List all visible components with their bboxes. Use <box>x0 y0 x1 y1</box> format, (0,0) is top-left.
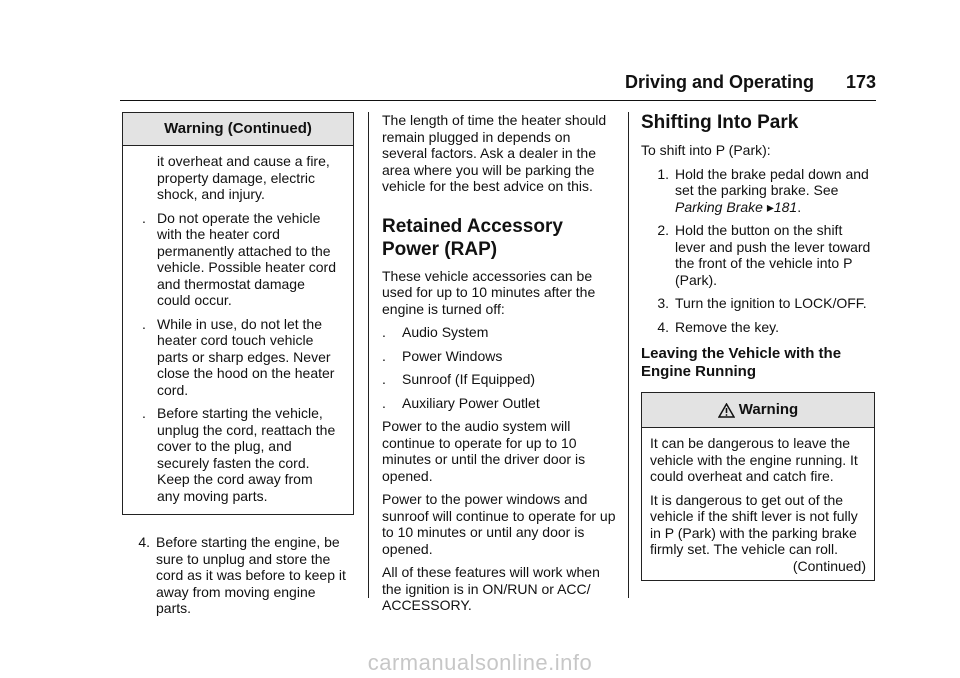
warning-box-continued <box>122 112 354 515</box>
warning-text: It is dangerous to get out of the vehicle if the shift lever is not fully in P (Park) with the parking brake firmly set. The vehicle can roll. <box>650 491 858 557</box>
rap-heading: Retained Accessory Power (RAP) <box>382 215 563 260</box>
column-divider <box>368 112 369 598</box>
accessory-item: . Auxiliary Power Outlet <box>382 394 540 411</box>
warning-lead: it overheat and cause a fire, property damage, electric shock, and injury. <box>157 153 330 202</box>
audio-paragraph: Power to the audio system will continue to operate for up to 10 minutes or until the driver door is opened. <box>382 418 586 484</box>
ignition-paragraph: All of these features will work when the ignition is in ON/RUN or ACC/ ACCESSORY. <box>382 564 600 613</box>
park-heading: Shifting Into Park <box>641 112 799 133</box>
step-4: 4. Before starting the engine, be sure to unplug and store the cord as it was before to keep it away from moving engine parts. <box>138 534 346 616</box>
accessory-item: . Power Windows <box>382 347 503 364</box>
warning-header <box>642 393 874 428</box>
warning-box <box>641 392 875 581</box>
warning-icon <box>718 403 735 418</box>
accessory-item: . Audio System <box>382 324 489 340</box>
warning-bullet: . Do not operate the vehicle with the heater cord permanently attached to the vehicle. Possible heater cord and thermostat damage could occur. <box>142 209 336 308</box>
warning-bullet: . Before starting the vehicle, unplug the cord, reattach the cover to the plug, and securely fasten the cord. Keep the cord away from any moving parts. <box>142 405 336 504</box>
header-rule <box>120 100 876 101</box>
page-ref-icon: ▸ <box>762 198 774 215</box>
park-step-4: 4. Remove the key. <box>657 318 780 335</box>
park-step-3: 3. Turn the ignition to LOCK/OFF. <box>657 295 867 311</box>
park-step-1: 1. Hold the brake pedal down and set the parking brake. See Parking Brake ▸181. <box>657 165 869 215</box>
column-1 <box>122 112 354 624</box>
parking-brake-link[interactable]: Parking Brake <box>675 198 763 215</box>
warning-title: Warning (Continued) <box>123 113 353 146</box>
column-2 <box>382 112 617 621</box>
section-title: Driving and Operating <box>624 72 814 92</box>
park-intro: To shift into P (Park): <box>641 142 771 158</box>
warning-bullet: . While in use, do not let the heater cord touch vehicle parts or sharp edges. Never close the hood on the heater cord. <box>142 315 335 398</box>
page-header <box>120 72 876 98</box>
engine-running-heading: Leaving the Vehicle with the Engine Running <box>641 345 842 380</box>
warning-title: Warning <box>738 401 799 418</box>
accessory-item: . Sunroof (If Equipped) <box>382 371 536 387</box>
watermark: carmanualsonline.info <box>367 650 593 675</box>
heater-paragraph: The length of time the heater should remain plugged in depends on several factors. Ask a dealer in the area where you will be parking the vehicle for the best advice on this. <box>382 112 607 194</box>
column-3 <box>641 112 875 581</box>
warning-text: It can be dangerous to leave the vehicle with the engine running. It could overheat and catch fire. <box>650 435 858 484</box>
windows-paragraph: Power to the power windows and sunroof will continue to operate for up to 10 minutes or until any door is opened. <box>382 491 616 557</box>
rap-intro: These vehicle accessories can be used for up to 10 minutes after the engine is turned off: <box>382 267 596 317</box>
page-number: 173 <box>845 72 876 92</box>
park-step-2: 2. Hold the button on the shift lever and push the lever toward the front of the vehicle into P (Park). <box>657 222 871 288</box>
continued-label: (Continued) <box>792 557 866 574</box>
column-divider <box>628 112 629 598</box>
